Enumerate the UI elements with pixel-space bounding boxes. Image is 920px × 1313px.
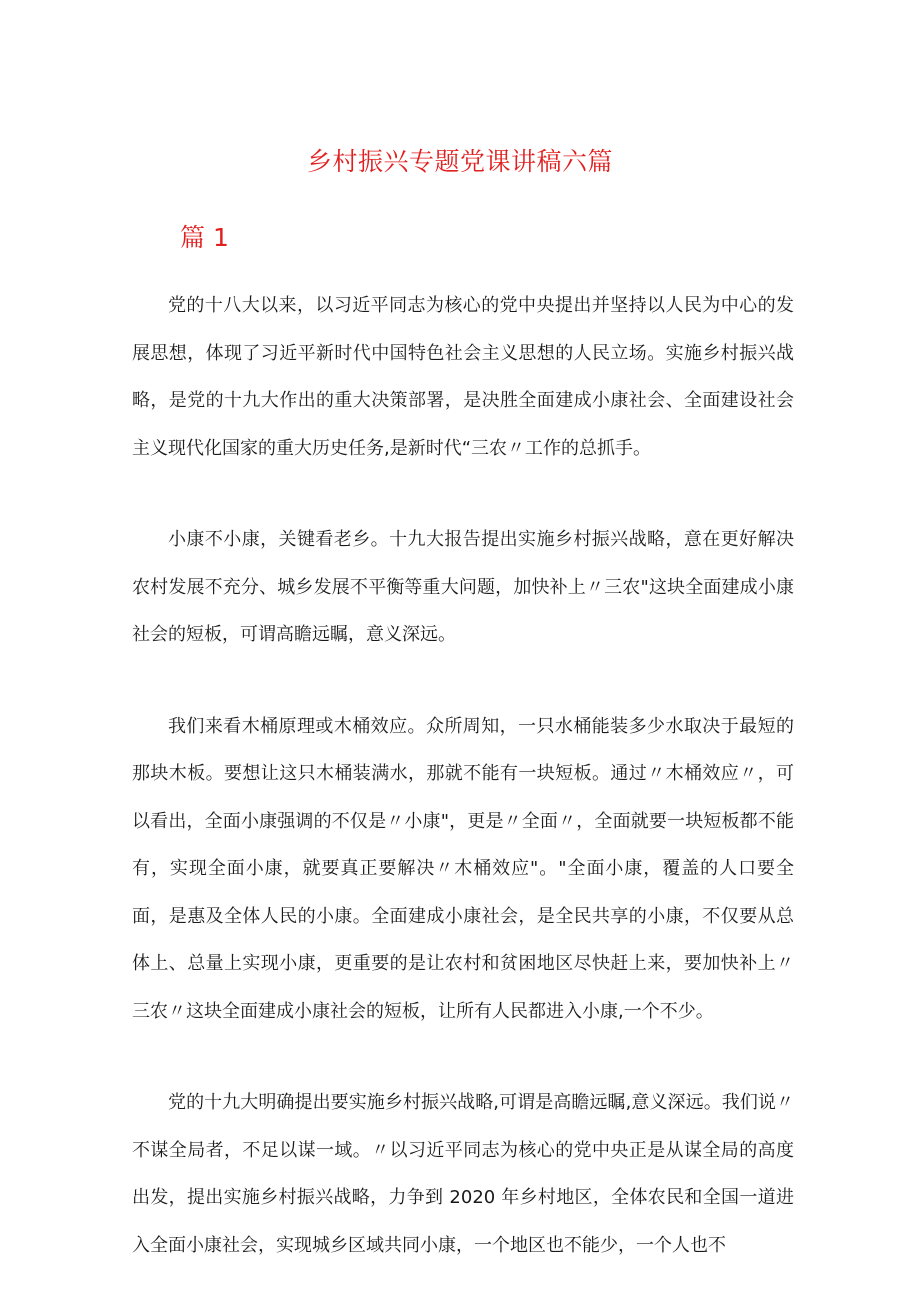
paragraph-1: 党的十八大以来，以习近平同志为核心的党中央提出并坚持以人民为中心的发展思想，体现了习近平新时代中国特色社会主义思想的人民立场。实施乡村振兴战略，是党的十九大作出的重大决策部署，是决胜全面建成小康社会、全面建设社会主义现代化国家的重大历史任务,是新时代“三农〃工作的总抓手。	[132, 295, 794, 459]
paragraph-3: 我们来看木桶原理或木桶效应。众所周知，一只水桶能装多少水取决于最短的那块木板。要想让这只木桶装满水，那就不能有一块短板。通过〃木桶效应〃，可以看出，全面小康强调的不仅是〃小康"，更是〃全面〃，全面就要一块短板都不能有，实现全面小康，就要真正要解决〃木桶效应"。"全面小康，覆盖的人口要全面，是惠及全体人民的小康。全面建成小康社会，是全民共享的小康，不仅要从总体上、总量上实现小康，更重要的是让农村和贫困地区尽快赶上来，要加快补上〃三农〃这块全面建成小康社会的短板，让所有人民都进入小康,一个不少。	[132, 715, 794, 1022]
document-title: 乡村振兴专题党课讲稿六篇	[306, 147, 613, 176]
document-body	[132, 282, 794, 1313]
paragraph-2: 小康不小康，关键看老乡。十九大报告提出实施乡村振兴战略，意在更好解决农村发展不充分、城乡发展不平衡等重大问题，加快补上〃三农"这块全面建成小康社会的短板，可谓高瞻远瞩，意义深远。	[132, 529, 794, 645]
section-heading: 篇 1	[180, 223, 229, 252]
paragraph-4: 党的十九大明确提出要实施乡村振兴战略,可谓是高瞻远瞩,意义深远。我们说〃不谋全局者，不足以谋一域。〃以习近平同志为核心的党中央正是从谋全局的高度出发，提出实施乡村振兴战略，力争到 2020 年乡村地区，全体农民和全国一道进入全面小康社会，实现城乡区域共同小康，一个地区也不能少，一个人也不	[132, 1092, 794, 1256]
